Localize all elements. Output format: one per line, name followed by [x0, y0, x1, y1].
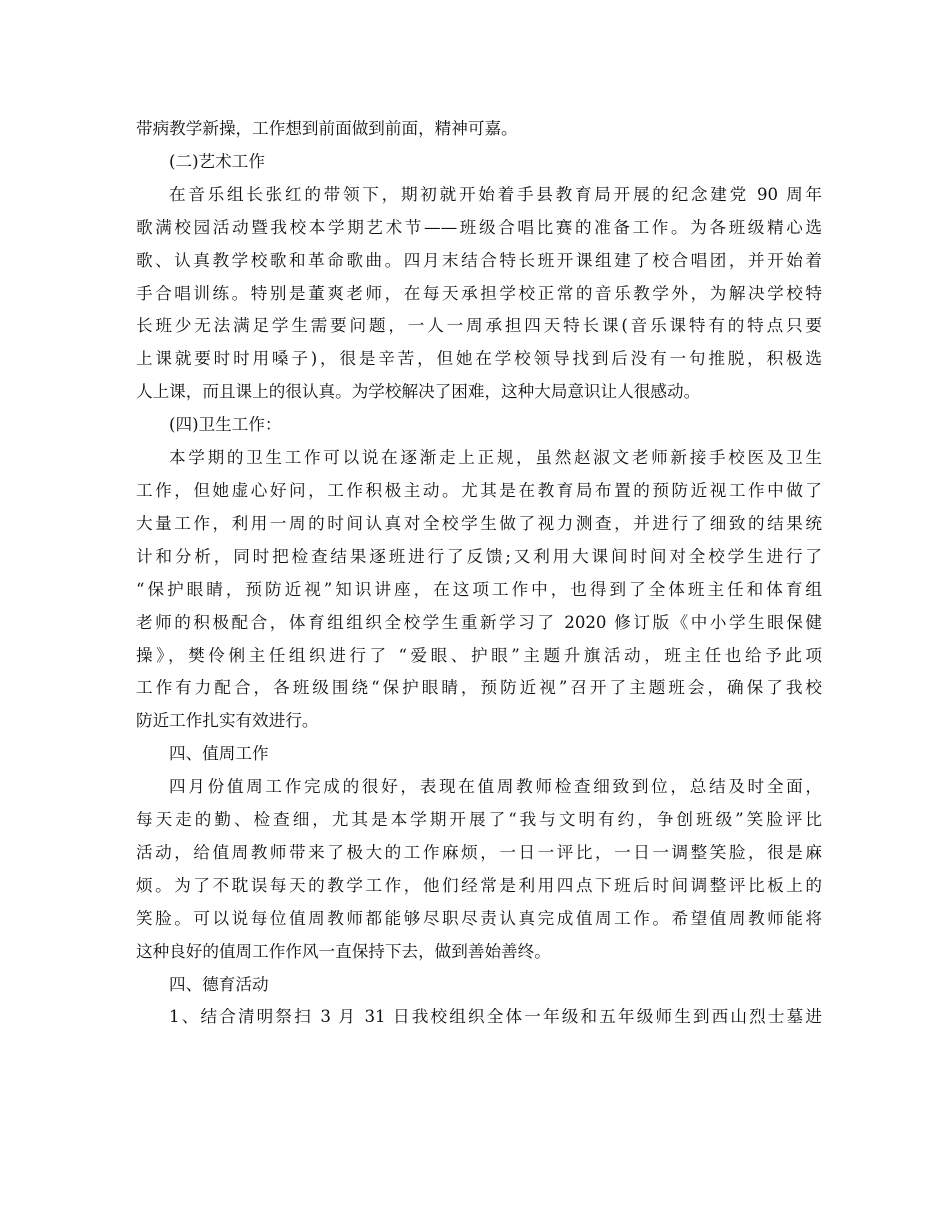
paragraph-line: 防近工作扎实有效进行。 [136, 711, 319, 731]
paragraph-line: 歌、认真教学校歌和革命歌曲。四月末结合特长班开课组建了校合唱团，并开始着 [136, 250, 822, 270]
paragraph-line: 工作，但她虚心好问，工作积极主动。尤其是在教育局布置的预防近视工作中做了 [136, 480, 822, 500]
paragraph-line: 四月份值周工作完成的很好，表现在值周教师检查细致到位，总结及时全面， [169, 777, 822, 797]
paragraph-line: 带病教学新操，工作想到前面做到前面，精神可嘉。 [136, 119, 518, 138]
paragraph-line: 长班少无法满足学生需要问题，一人一周承担四天特长课(音乐课特有的特点只要 [136, 316, 822, 336]
paragraph-line: 笑脸。可以说每位值周教师都能够尽职尽责认真完成值周工作。希望值周教师能将 [136, 908, 822, 928]
paragraph-line: 烦。为了不耽误每天的教学工作，他们经常是利用四点下班后时间调整评比板上的 [136, 875, 822, 895]
paragraph-line: 操》，樊伶俐主任组织进行了 “爱眼、护眼”主题升旗活动，班主任也给予此项 [136, 645, 822, 665]
paragraph-line: 人上课，而且课上的很认真。为学校解决了困难，这种大局意识让人很感动。 [136, 382, 701, 402]
paragraph-line: 活动，给值周教师带来了极大的工作麻烦，一日一评比，一日一调整笑脸，很是麻 [136, 842, 822, 862]
paragraph-line: 这种良好的值周工作作风一直保持下去，做到善始善终。 [136, 941, 551, 961]
section-heading: 四、值周工作 [169, 744, 269, 764]
section-heading: (四)卫生工作： [169, 415, 282, 435]
paragraph-line: 计和分析，同时把检查结果逐班进行了反馈;又利用大课间时间对全校学生进行了 [136, 546, 822, 566]
document-page [136, 113, 822, 1034]
paragraph-line: “保护眼睛，预防近视”知识讲座，在这项工作中，也得到了全体班主任和体育组 [136, 579, 822, 599]
section-heading: (二)艺术工作 [169, 151, 265, 171]
section-heading: 四、德育活动 [169, 974, 269, 994]
paragraph-line: 工作有力配合，各班级围绕“保护眼睛，预防近视”召开了主题班会，确保了我校 [136, 678, 822, 698]
paragraph-line: 歌满校园活动暨我校本学期艺术节——班级合唱比赛的准备工作。为各班级精心选 [136, 217, 822, 237]
paragraph-line: 1、结合清明祭扫 3 月 31 日我校组织全体一年级和五年级师生到西山烈士墓进 [169, 1007, 822, 1027]
paragraph-line: 老师的积极配合，体育组组织全校学生重新学习了 2020 修订版《中小学生眼保健 [136, 612, 822, 632]
paragraph-line: 每天走的勤、检查细，尤其是本学期开展了“我与文明有约，争创班级”笑脸评比 [136, 810, 822, 830]
paragraph-line: 本学期的卫生工作可以说在逐渐走上正规，虽然赵淑文老师新接手校医及卫生 [169, 448, 822, 468]
paragraph-line: 手合唱训练。特别是董爽老师，在每天承担学校正常的音乐教学外，为解决学校特 [136, 283, 822, 303]
paragraph-line: 在音乐组长张红的带领下，期初就开始着手县教育局开展的纪念建党 90 周年 [169, 184, 822, 204]
paragraph-line: 大量工作，利用一周的时间认真对全校学生做了视力测查，并进行了细致的结果统 [136, 513, 822, 533]
paragraph-line: 上课就要时时用嗓子)，很是辛苦，但她在学校领导找到后没有一句推脱，积极选 [136, 349, 822, 369]
